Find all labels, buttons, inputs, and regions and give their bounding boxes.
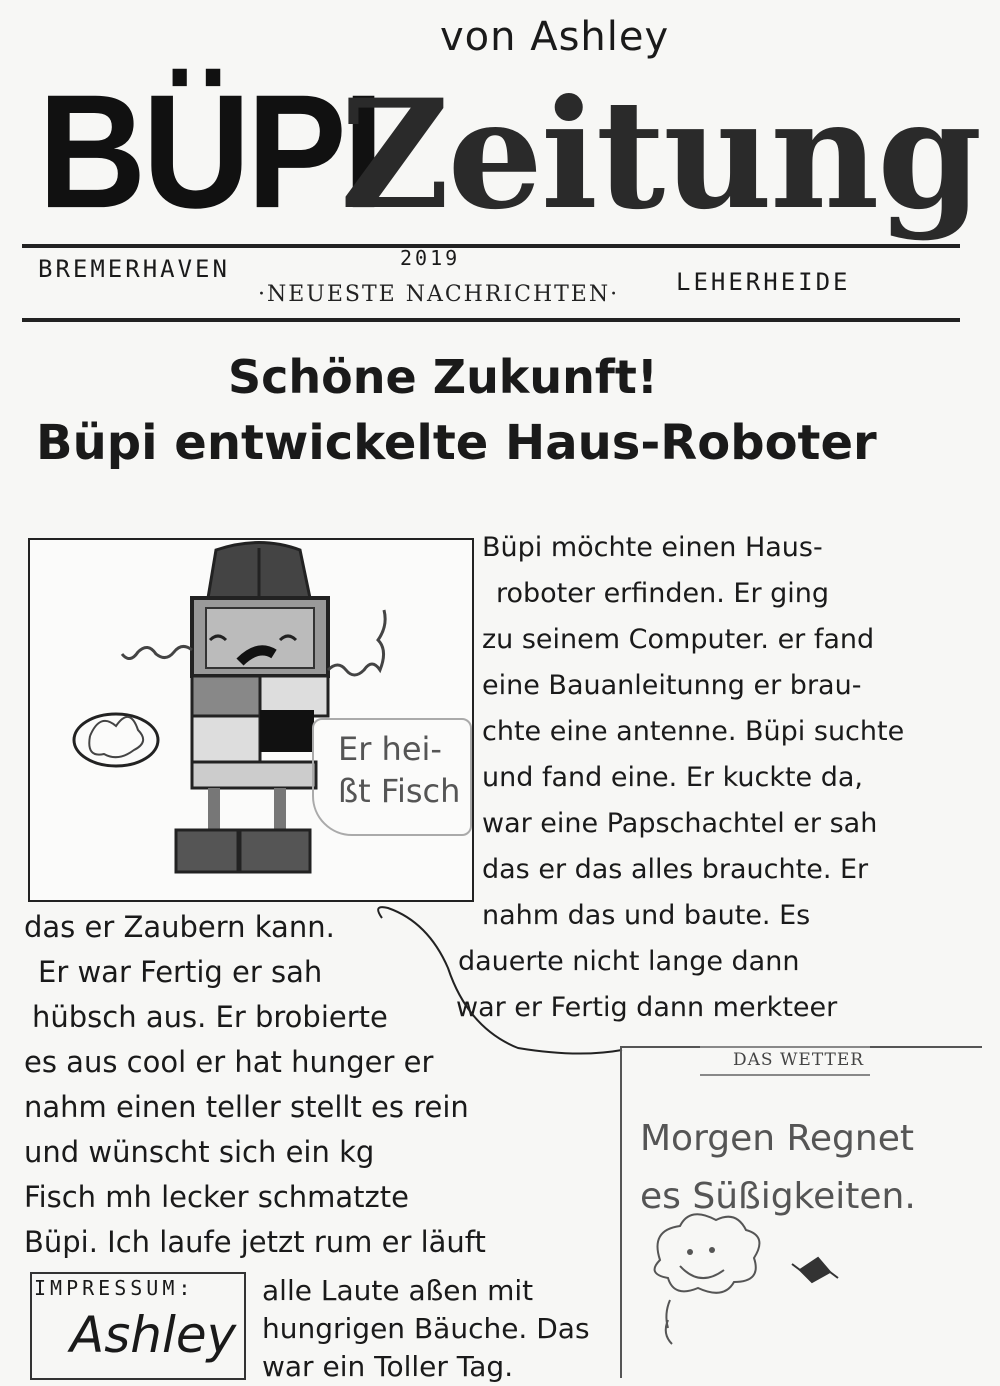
- tagline: ·NEUESTE NACHRICHTEN·: [258, 282, 620, 307]
- year: 2019: [400, 246, 461, 270]
- article-line: das er das alles brauchte. Er: [482, 854, 869, 885]
- article-line: hübsch aus. Er brobierte: [32, 1000, 388, 1034]
- bubble-line1: Er hei-: [338, 730, 442, 768]
- article-line: alle Laute aßen mit: [262, 1274, 534, 1307]
- article-line: zu seinem Computer. er fand: [482, 624, 875, 655]
- article-line: war ein Toller Tag.: [262, 1350, 514, 1383]
- weather-rule-top: [700, 1046, 870, 1048]
- impressum-name: Ashley: [70, 1306, 237, 1364]
- byline: von Ashley: [440, 14, 670, 60]
- headline-line2: Büpi entwickelte Haus-Roboter: [36, 415, 877, 471]
- article-line: Fisch mh lecker schmatzte: [24, 1180, 409, 1214]
- speech-bubble: [312, 718, 472, 836]
- article-line: hungrigen Bäuche. Das: [262, 1312, 590, 1345]
- article-line: war eine Papschachtel er sah: [482, 808, 878, 839]
- weather-title: DAS WETTER: [733, 1050, 865, 1070]
- article-line: und wünscht sich ein kg: [24, 1135, 375, 1169]
- article-line: Büpi. Ich laufe jetzt rum er läuft: [24, 1225, 486, 1259]
- headline-line1: Schöne Zukunft!: [228, 350, 658, 404]
- article-left-column: [24, 905, 624, 1265]
- article-line: das er Zaubern kann.: [24, 910, 335, 944]
- location-right: LEHERHEIDE: [676, 268, 851, 296]
- article-line: Büpi möchte einen Haus-: [482, 532, 823, 563]
- article-line: es aus cool er hat hunger er: [24, 1045, 434, 1079]
- article-line: roboter erfinden. Er ging: [496, 578, 830, 609]
- top-rule: [22, 244, 960, 248]
- article-end-column: [262, 1272, 590, 1386]
- masthead-left: BÜPI: [38, 60, 381, 242]
- article-line: nahm das und baute. Es: [482, 900, 811, 931]
- weather-line2: es Süßigkeiten.: [640, 1176, 916, 1217]
- masthead-right: Zeitung: [340, 67, 981, 243]
- article-line: dauerte nicht lange dann: [458, 946, 800, 977]
- weather-rule-bottom: [700, 1074, 870, 1076]
- bottom-rule: [22, 318, 960, 322]
- impressum-label: IMPRESSUM:: [34, 1276, 195, 1300]
- article-line: eine Bauanleitunng er brau-: [482, 670, 862, 701]
- article-line: war er Fertig dann merkteer: [456, 992, 838, 1023]
- location-left: BREMERHAVEN: [38, 255, 230, 283]
- article-line: Er war Fertig er sah: [38, 955, 323, 989]
- cloud-drawing: [640, 1210, 870, 1350]
- weather-text: [640, 1110, 916, 1226]
- article-line: und fand eine. Er kuckte da,: [482, 762, 864, 793]
- article-line: nahm einen teller stellt es rein: [24, 1090, 469, 1124]
- article-line: chte eine antenne. Büpi suchte: [482, 716, 905, 747]
- weather-line1: Morgen Regnet: [640, 1118, 914, 1159]
- bubble-line2: ßt Fisch: [338, 772, 461, 810]
